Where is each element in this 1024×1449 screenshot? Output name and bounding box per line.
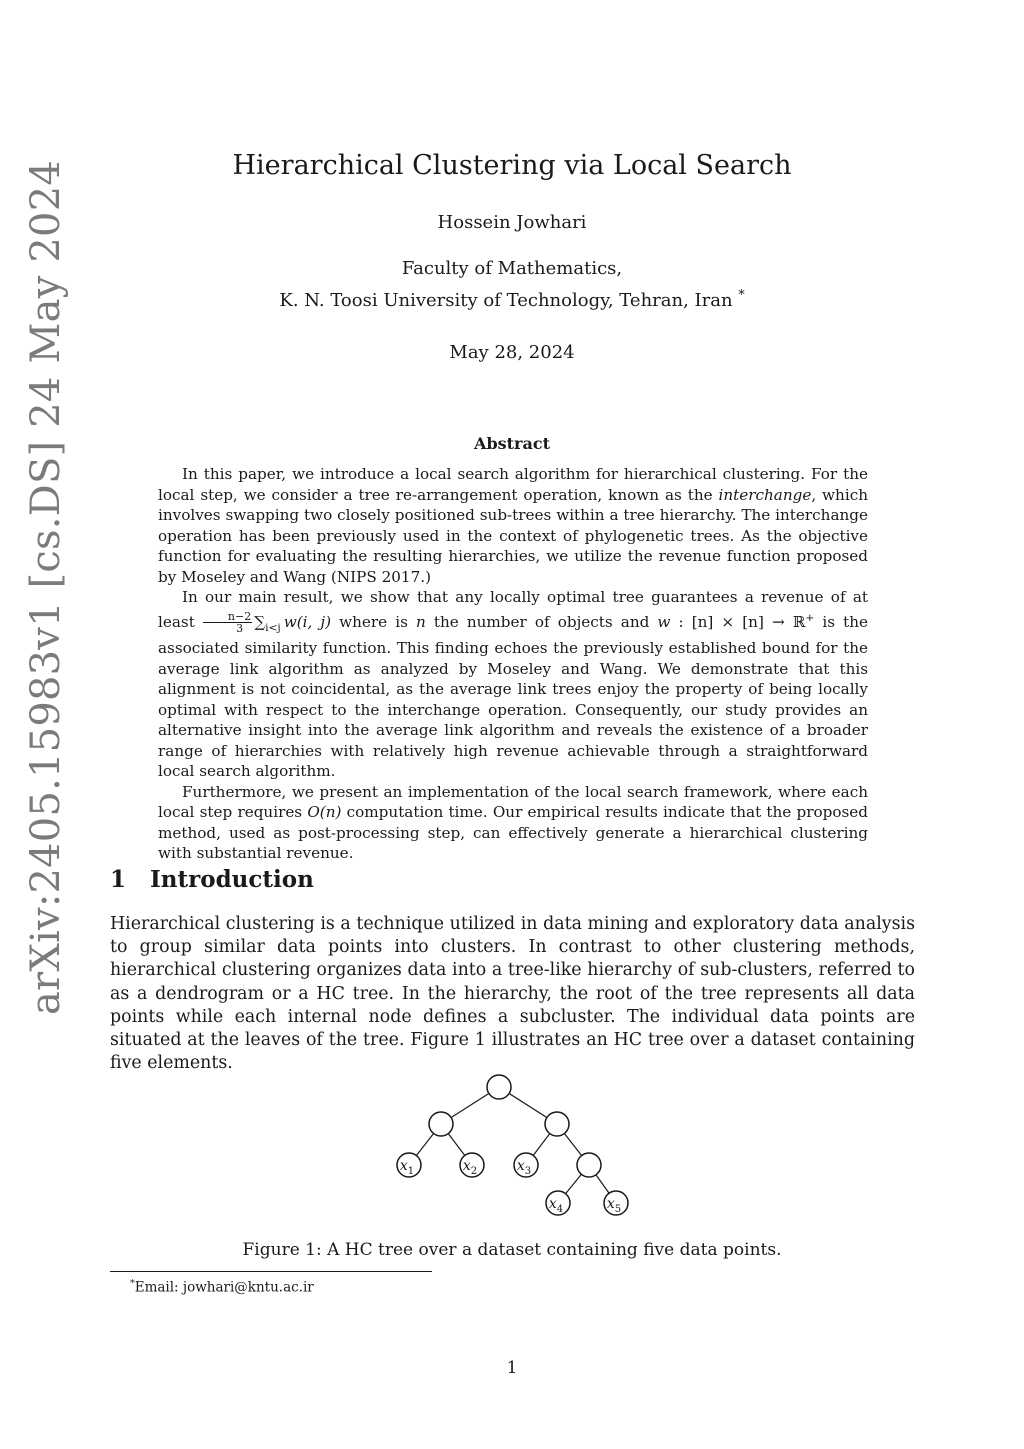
introduction-body — [110, 913, 915, 1075]
section-title: Introduction — [150, 866, 314, 893]
abstract-paragraph-3: Furthermore, we present an implementation of the local search framework, where each local step requires O(n) computation time. Our empirical results indicate that the proposed method, used as post-processing step, can effectively generate a hierarchical clustering with substantial revenue. — [158, 782, 868, 863]
author-name: Hossein Jowhari — [437, 212, 587, 233]
affiliation-line-2: K. N. Toosi University of Technology, Tehran, Iran * — [279, 287, 745, 311]
internal-node — [545, 1112, 569, 1136]
arxiv-identifier: arXiv:2405.15983v1 [cs.DS] 24 May 2024 — [23, 159, 69, 1015]
leaf-label-x3: $x_3$ — [516, 1158, 532, 1177]
leaf-label-x5: $x_5$ — [606, 1196, 622, 1215]
leaf-label-x1: $x_1$ — [399, 1158, 415, 1177]
abstract-paragraph-2: In our main result, we show that any locally optimal tree guarantees a revenue of at least $\frac{n-2}{3}$ $\sum_{i<j}$ w(i, j) where is n the number of objects and w : [n] × [n] → ℝ+ is the associated similarity function. This finding echoes the previously established bound for the average link algorithm as analyzed by Moseley and Wang. We demonstrate that this alignment is not coincidental, as the average link trees enjoy the property of being locally optimal with respect to the interchange operation. Consequently, our study provides an alternative insight into the average link algorithm and reveals the existence of a broader range of hierarchies with relatively high revenue achievable through a straightforward local search algorithm. — [158, 588, 869, 781]
introduction-paragraph: Hierarchical clustering is a technique utilized in data mining and exploratory data analysis to group similar data points into clusters. In contrast to other clustering methods, hierarchical clustering organizes data into a tree-like hierarchy of sub-clusters, referred to as a dendrogram or a HC tree. In the hierarchy, the root of the tree represents all data points while each internal node defines a subcluster. The individual data points are situated at the leaves of the tree. Figure 1 illustrates an HC tree over a dataset containing five elements. — [110, 914, 915, 1074]
footnote-mark: * — [130, 1278, 135, 1289]
section-number: 1 — [110, 866, 127, 893]
sum-symbol: ∑ — [254, 612, 266, 631]
abstract-body — [158, 464, 868, 864]
page-number: 1 — [506, 1358, 518, 1378]
paper-date: May 28, 2024 — [449, 342, 575, 363]
root-node — [487, 1075, 511, 1099]
abstract-paragraph-1: In this paper, we introduce a local search algorithm for hierarchical clustering. For the local step, we consider a tree re-arrangement operation, known as the interchange, which involves swapping two closely positioned sub-trees within a tree hierarchy. The interchange operation has been previously used in the context of phylogenetic trees. As the objective function for evaluating the resulting hierarchies, we utilize the revenue function proposed by Moseley and Wang (NIPS 2017.) — [158, 465, 868, 586]
footnote-marker: * — [738, 287, 745, 302]
footnote — [130, 1278, 314, 1296]
fraction: $\frac{n-2}{3}$ — [203, 611, 252, 634]
abstract-heading: Abstract — [474, 434, 550, 453]
leaf-label-x2: $x_2$ — [462, 1158, 478, 1177]
affiliation-line-1: Faculty of Mathematics, — [401, 258, 623, 279]
footnote-text: Email: jowhari@kntu.ac.ir — [134, 1279, 314, 1296]
hc-tree-figure — [390, 1070, 640, 1220]
internal-node — [429, 1112, 453, 1136]
internal-node — [577, 1153, 601, 1177]
affiliation — [0, 256, 1024, 314]
figure-caption: Figure 1: A HC tree over a dataset containing five data points. — [242, 1240, 782, 1260]
paper-title: Hierarchical Clustering via Local Search — [232, 150, 792, 181]
arxiv-sidebar-stamp — [6, 159, 86, 1015]
footnote-divider — [110, 1271, 432, 1272]
section-heading-introduction — [110, 866, 314, 893]
leaf-label-x4: $x_4$ — [548, 1196, 564, 1215]
